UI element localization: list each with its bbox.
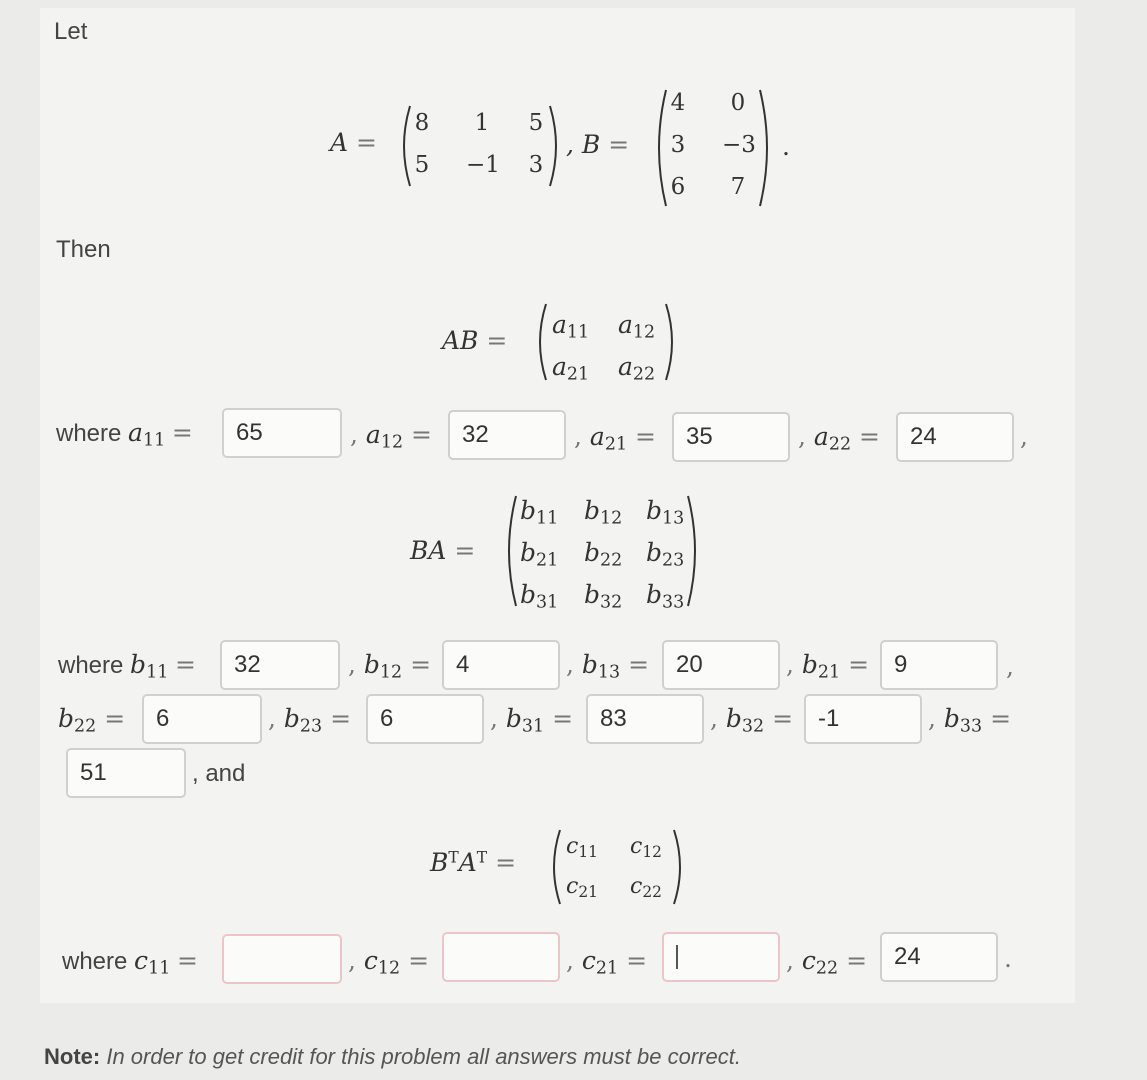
matrix-b-name: , B = (566, 130, 630, 159)
matrix-a-cell: 8 (414, 110, 430, 136)
ab-entry-a21: $a_{21}$ (552, 352, 590, 385)
matrix-b-cell: 6 (670, 174, 686, 200)
matrix-b-right-paren (758, 88, 776, 208)
answer-c22-input[interactable] (880, 932, 998, 982)
ab-entry-a22: $a_{22}$ (618, 352, 656, 385)
ba-entry-b31: $b_{31}$ (520, 580, 559, 613)
ba-entry-b33: $b_{33}$ (646, 580, 685, 613)
answer-c11-input[interactable] (222, 934, 342, 984)
note-label: Note: (44, 1044, 101, 1069)
where-label: where $b_{11}$ = (58, 650, 196, 683)
matrix-b-cell: 7 (730, 174, 746, 200)
answer-b13-input[interactable] (662, 640, 780, 690)
credit-note (44, 1044, 741, 1070)
matrix-a-cell: 5 (414, 152, 430, 178)
ba-entry-b32: $b_{32}$ (584, 580, 623, 613)
matrix-b-cell: 0 (730, 90, 746, 116)
b32-label: , $b_{32}$ = (710, 704, 794, 737)
a21-label: , $a_{21}$ = (574, 422, 656, 455)
matrix-b-cell: 3 (670, 132, 686, 158)
matrix-a-cell: −1 (466, 152, 500, 178)
ab-entry-a11: $a_{11}$ (552, 310, 590, 343)
ba-entry-b13: $b_{13}$ (646, 496, 685, 529)
ab-lhs: AB = (442, 326, 508, 355)
b33-label: , $b_{33}$ = (928, 704, 1012, 737)
let-label: Let (54, 18, 88, 45)
c22-label: , $c_{22}$ = (786, 946, 868, 979)
answer-c12-input[interactable] (442, 932, 560, 982)
answer-a11-input[interactable] (222, 408, 342, 458)
answer-c21-input[interactable] (662, 932, 780, 982)
answer-b22-input[interactable] (142, 694, 262, 744)
ba-right-paren (686, 494, 704, 608)
b23-label: , $b_{23}$ = (268, 704, 352, 737)
c12-label: , $c_{12}$ = (348, 946, 430, 979)
ab-left-paren (532, 302, 548, 382)
b22-label: $b_{22}$ = (58, 704, 126, 737)
b13-label: , $b_{13}$ = (566, 650, 650, 683)
btat-entry-c21: $c_{21}$ (566, 874, 598, 901)
b21-label: , $b_{21}$ = (786, 650, 870, 683)
period: . (1004, 944, 1012, 973)
answer-a21-input[interactable] (672, 412, 790, 462)
answer-a22-input[interactable] (896, 412, 1014, 462)
answer-b31-input[interactable] (586, 694, 704, 744)
a12-label: , $a_{12}$ = (350, 420, 432, 453)
note-text: In order to get credit for this problem all answers must be correct. (106, 1044, 741, 1069)
b31-label: , $b_{31}$ = (490, 704, 574, 737)
answer-b33-input[interactable] (66, 748, 186, 798)
ba-lhs: BA = (410, 536, 476, 565)
matrix-a-cell: 3 (528, 152, 544, 178)
answer-b12-input[interactable] (442, 640, 560, 690)
ab-right-paren (664, 302, 680, 382)
b12-label: , $b_{12}$ = (348, 650, 432, 683)
ba-entry-b12: $b_{12}$ (584, 496, 623, 529)
ab-entry-a12: $a_{12}$ (618, 310, 656, 343)
answer-b23-input[interactable] (366, 694, 484, 744)
btat-entry-c11: $c_{11}$ (566, 834, 598, 861)
text-cursor (676, 945, 678, 969)
c21-label: , $c_{21}$ = (566, 946, 648, 979)
answer-a12-input[interactable] (448, 410, 566, 460)
answer-b21-input[interactable] (880, 640, 998, 690)
and-label: , and (192, 760, 246, 787)
btat-left-paren (546, 828, 562, 906)
ba-entry-b21: $b_{21}$ (520, 538, 559, 571)
btat-lhs: $B^TA^T$ = (430, 848, 517, 877)
matrix-b-cell: −3 (722, 132, 756, 158)
ba-entry-b11: $b_{11}$ (520, 496, 559, 529)
matrix-a-name: A = (330, 128, 377, 157)
btat-right-paren (672, 828, 688, 906)
answer-b32-input[interactable] (804, 694, 922, 744)
where-label: where $a_{11}$ = (56, 418, 193, 451)
ba-left-paren (500, 494, 518, 608)
comma: , (1020, 422, 1028, 451)
comma: , (1006, 652, 1014, 681)
a22-label: , $a_{22}$ = (798, 422, 880, 455)
matrix-b-cell: 4 (670, 90, 686, 116)
matrix-a-cell: 5 (528, 110, 544, 136)
matrix-a-right-paren (548, 104, 564, 188)
matrix-a-cell: 1 (474, 110, 490, 136)
btat-entry-c12: $c_{12}$ (630, 834, 662, 861)
where-label: where $c_{11}$ = (62, 946, 198, 979)
then-label: Then (56, 236, 111, 263)
period: . (782, 132, 790, 161)
btat-entry-c22: $c_{22}$ (630, 874, 662, 901)
ba-entry-b22: $b_{22}$ (584, 538, 623, 571)
ba-entry-b23: $b_{23}$ (646, 538, 685, 571)
answer-b11-input[interactable] (220, 640, 340, 690)
